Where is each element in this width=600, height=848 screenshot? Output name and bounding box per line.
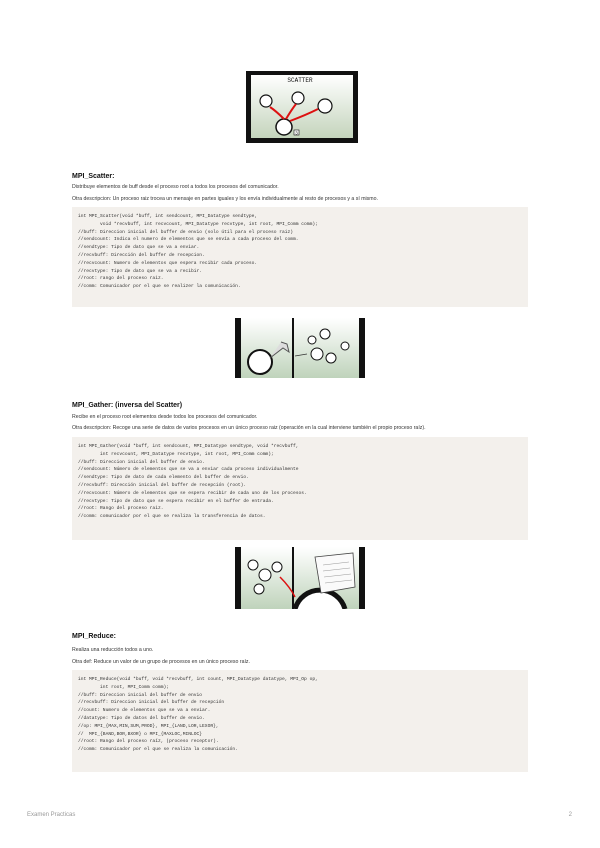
gather-title: MPI_Gather: (inversa del Scatter) xyxy=(72,402,183,409)
scatter-figure xyxy=(246,71,358,143)
gather-description: Recibe en el proceso root elementos desde todos los procesos del comunicador. xyxy=(72,414,258,420)
code-line: int MPI_Reduce(void *buff, void *recvbuff, int count, MPI_Datatype datatype, MPI_Op op, xyxy=(78,677,318,682)
code-line: //count: Numero de elementos que se va a enviar. xyxy=(78,708,211,714)
code-line: //recvtype: Tipo de dato que se va a recibir. xyxy=(78,268,203,274)
code-line: //recvbuff: Dirección del buffer de recepcion. xyxy=(78,252,205,258)
reduce-figure xyxy=(235,547,365,609)
code-line: //comm: Comunicador por el que se realiza la comunicación. xyxy=(78,747,238,753)
code-line: void *recvbuff, int recvcount, MPI_Datatype recvtype, int root, MPI_Comm comm); xyxy=(78,221,318,227)
code-line: //sendcount: Indica el numero de elementos que se envía a cada proceso del comm. xyxy=(78,237,299,243)
code-line: //sendtype: Tipo de dato de cada elemento del buffer de envio. xyxy=(78,475,249,481)
reduce-alt-description: Otra def: Reduce un valor de un grupo de procesos en un único proceso raíz. xyxy=(72,659,250,665)
reduce-description: Realiza una reducción todos a uno. xyxy=(72,647,154,653)
code-line: int MPI_Gather(void *buff, int sendcount, MPI_Datatype sendtype, void *recvbuff, xyxy=(78,444,299,449)
code-line: //buff: Direccion inicial del buffer de envio xyxy=(78,692,203,698)
code-line: //recvtype: Tipo de dato que se espera recibir en el buffer de entrada. xyxy=(78,498,274,504)
page-number: 2 xyxy=(568,812,572,818)
code-line: //buff: Direccion inicial del buffer de envio (solo útil para el proceso raiz) xyxy=(78,229,294,235)
code-line: //recvcount: Número de elementos que se espera recibir de cada uno de los procesos. xyxy=(78,490,307,496)
code-line: //comm: comunicador por el que se realiza la transferencia de datos. xyxy=(78,514,266,520)
code-line: // MPI_{BAND,BOR,BXOR} o MPI_{MAXLOC,MINLOC} xyxy=(78,731,203,737)
gather-figure xyxy=(235,318,365,378)
scatter-figure-title: SCATTER xyxy=(287,77,313,84)
code-line: //recvcount: Numero de elementos que espera recibir cada proceso. xyxy=(78,260,258,266)
scatter-alt-description: Otra descripcion: Un proceso raiz trocea un mensaje en partes iguales y los envía individualmente al resto de procesos y a sí mismo. xyxy=(72,196,378,202)
code-line: //op: MPI_{MAX,MIN,SUM,PROD}, MPI_{LAND,LOR,LEXOR}, xyxy=(78,723,219,729)
code-line: //recvbuff: Direccion inicial del buffer de recepción xyxy=(78,700,225,706)
scatter-figure-caption: 3 xyxy=(295,130,298,136)
code-line: int recvcount, MPI_Datatype recvtype, int root, MPI_Comm comm); xyxy=(78,451,274,457)
code-line: //root: rango del proceso raiz. xyxy=(78,276,164,282)
code-line: //sendcount: Número de elementos que se va a enviar cada proceso individualmente xyxy=(78,467,299,473)
code-line: int root, MPI_Comm comm); xyxy=(78,684,169,690)
code-line: //root: Rango del proceso raiz. xyxy=(78,506,164,512)
code-line: //datatype: Tipo de datos del buffer de envio. xyxy=(78,715,205,721)
code-line: //recvbuff: Dirección inicial del buffer de recepción (root). xyxy=(78,482,247,488)
scatter-description: Distribuye elementos de buff desde el proceso root a todos los procesos del comunicador. xyxy=(72,184,279,190)
code-line: //buff: Direccion inicial del buffer de envio. xyxy=(78,459,205,465)
code-line: //root: Rango del proceso raíz, (proceso receptor). xyxy=(78,739,219,745)
gather-alt-description: Otra descripcion: Recoge una serie de datos de varios procesos en un único proceso raiz (operación en la cual interviene también el propio proceso raíz). xyxy=(72,425,426,431)
gather-code-block xyxy=(72,437,528,540)
code-line: //sendtype: Tipo de dato que se va a enviar. xyxy=(78,245,200,251)
reduce-code-block xyxy=(72,670,528,772)
scatter-code-block xyxy=(72,207,528,307)
code-line: //comm: Comunicador por el que se realizer la comunicación. xyxy=(78,284,241,290)
reduce-title: MPI_Reduce: xyxy=(72,633,116,640)
scatter-title: MPI_Scatter: xyxy=(72,173,115,180)
footer-title: Examen Practicas xyxy=(27,812,76,818)
code-line: int MPI_Scatter(void *buff, int sendcount, MPI_Datatype sendtype, xyxy=(78,214,258,219)
